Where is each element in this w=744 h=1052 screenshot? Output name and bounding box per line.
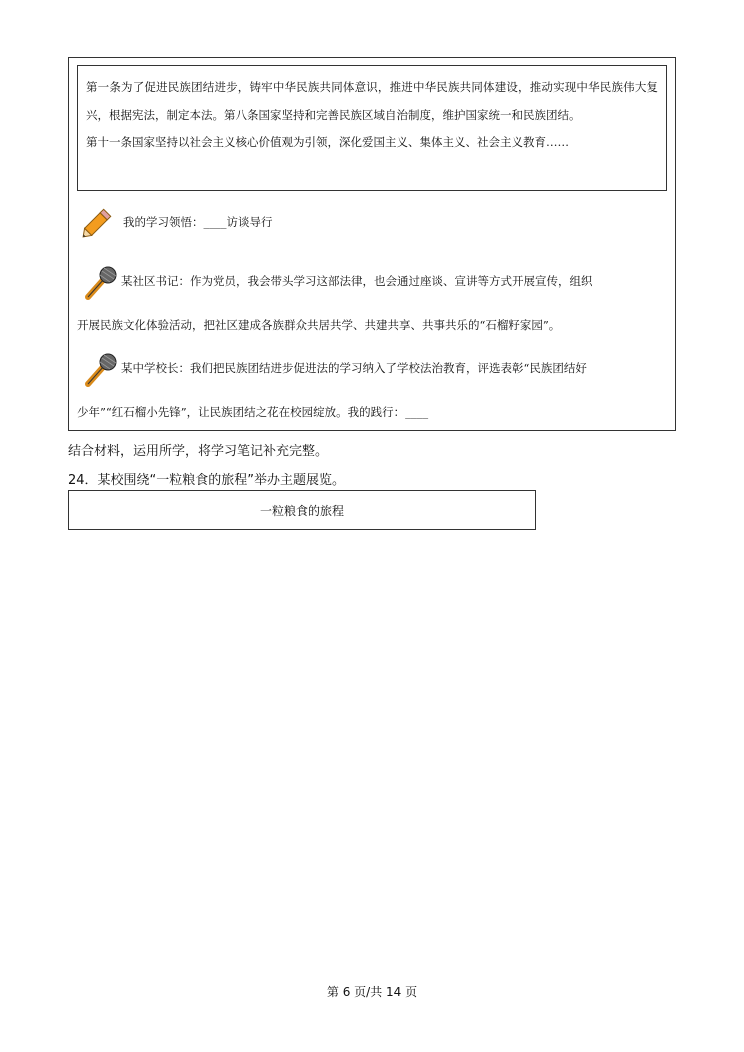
exhibit-title-box [68, 490, 536, 530]
instruction-text: 结合材料，运用所学，将学习笔记补充完整。 [68, 444, 329, 459]
interview-principal-line2: 少年”“红石榴小先锋”，让民族团结之花在校园绽放。我的践行：____ [77, 405, 429, 419]
interview-principal-line1: 某中学校长：我们把民族团结进步促进法的学习纳入了学校法治教育，评选表彰“民族团结好 [121, 361, 587, 375]
law-paragraph-2: 第十一条国家坚持以社会主义核心价值观为引领，深化爱国主义、集体主义、社会主义教育…… [86, 135, 569, 149]
page-footer: 第 6 页/共 14 页 [326, 985, 418, 999]
pencil-icon [80, 204, 116, 240]
law-paragraph-1: 第一条为了促进民族团结进步，铸牢中华民族共同体意识，推进中华民族共同体建设，推动实现中华民族伟大复兴，根据宪法，制定本法。第八条国家坚持和完善民族区域自治制度，维护国家统一和民族团结。 [86, 80, 658, 122]
interview-secretary-line2: 开展民族文化体验活动，把社区建成各族群众共居共学、共建共享、共事共乐的“石榴籽家园”。 [77, 318, 561, 332]
exhibit-title: 一粒粮食的旅程 [259, 503, 344, 518]
microphone-icon [80, 350, 120, 390]
question-24: 24．某校围绕“一粒粮食的旅程”举办主题展览。 [68, 473, 346, 488]
material-frame [68, 57, 676, 431]
interview-secretary-line1: 某社区书记：作为党员，我会带头学习这部法律，也会通过座谈、宣讲等方式开展宣传，组织 [121, 274, 593, 288]
study-note-label: 我的学习领悟：____访谈导行 [123, 215, 273, 229]
microphone-icon [80, 263, 120, 303]
law-excerpt-box [77, 65, 667, 191]
